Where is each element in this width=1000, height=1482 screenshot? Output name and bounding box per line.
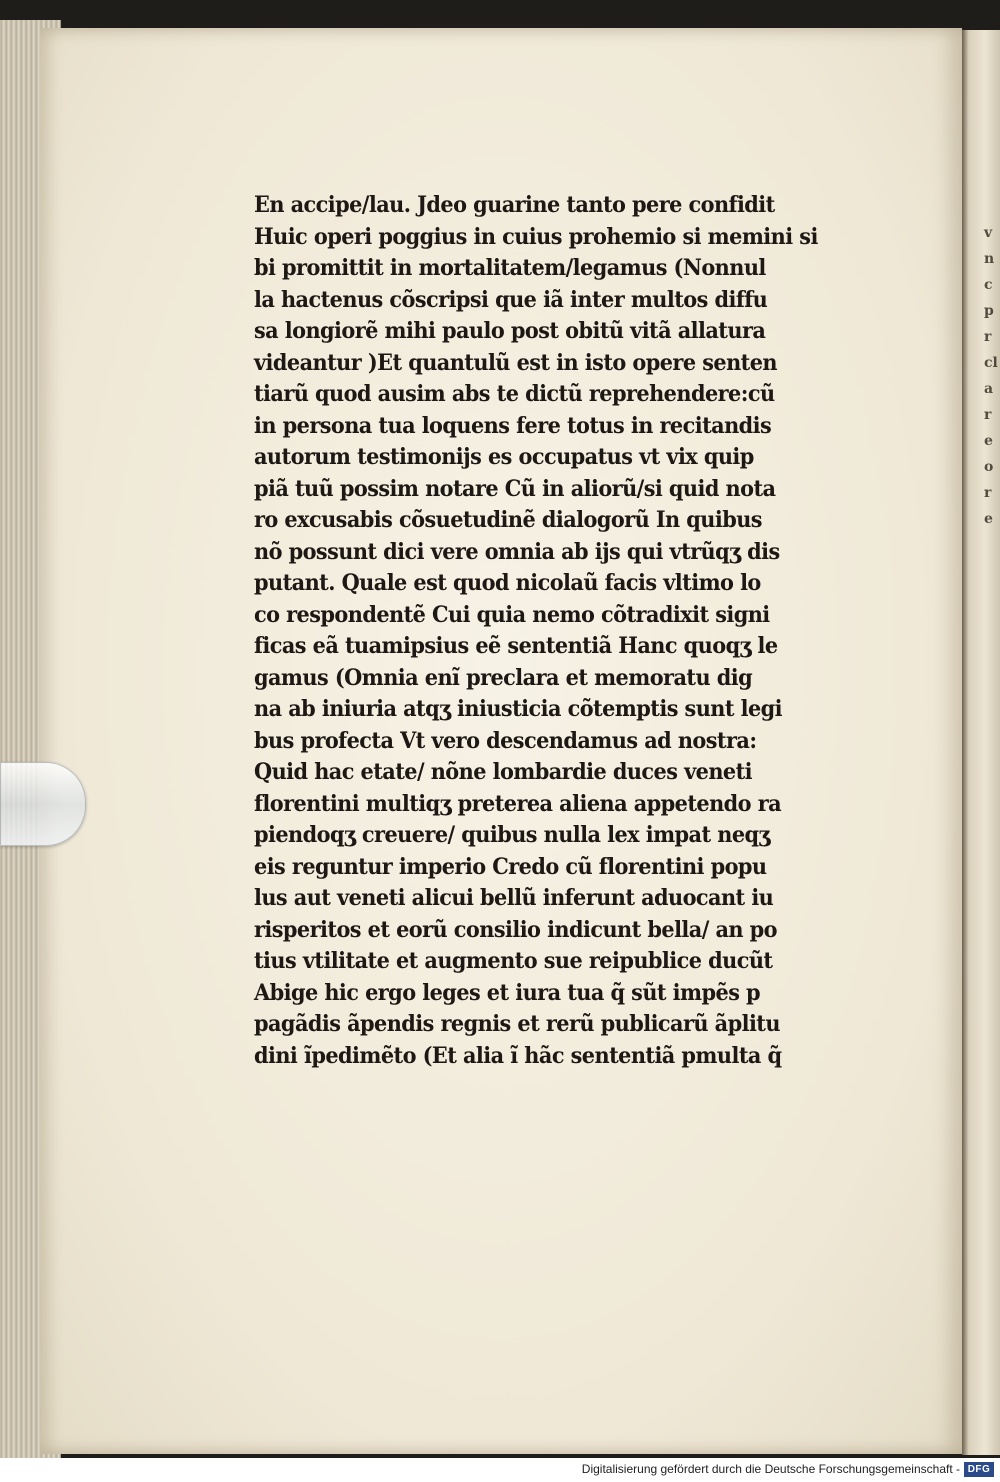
adjacent-fragment: r (984, 485, 992, 501)
text-line: na ab iniuria atqʒ iniusticia cõtemptis sunt legi (254, 696, 783, 722)
text-line: la hactenus cõscripsi que iã inter multos diffu (254, 286, 768, 313)
text-line: piendoqʒ creuere/ quibus nulla lex impat neqʒ (254, 822, 770, 848)
adjacent-page-text (984, 220, 998, 532)
dfg-logo[interactable]: DFG (964, 1462, 994, 1477)
adjacent-fragment: c (984, 277, 993, 293)
adjacent-fragment: a (984, 381, 994, 397)
text-line: tiarũ quod ausim abs te dictũ reprehendere:cũ (254, 381, 775, 407)
text-line: piã tuũ possim notare Cũ in aliorũ/si quid nota (254, 475, 776, 502)
text-line: nõ possunt dici vere omnia ab ijs qui vtrũqʒ dis (254, 538, 780, 565)
text-line: florentini multiqʒ preterea aliena appetendo ra (254, 790, 782, 817)
text-line: lus aut veneti alicui bellũ inferunt aduocant iu (254, 885, 774, 911)
text-line: ficas eã tuamipsius eẽ sententiã Hanc quoqʒ le (254, 633, 778, 659)
adjacent-page-edge (962, 30, 1000, 1455)
text-line: Quid hac etate/ nõne lombardie duces veneti (254, 759, 753, 785)
text-line: autorum testimonijs es occupatus vt vix quip (254, 444, 754, 470)
text-line: videantur )Et quantulũ est in isto opere senten (254, 349, 778, 376)
text-line: eis reguntur imperio Credo cũ florentini popu (254, 853, 767, 880)
text-line: Huic operi poggius in cuius prohemio si memini si (254, 223, 818, 250)
text-line: En accipe/lau. Jdeo guarine tanto pere confidit (254, 192, 775, 218)
text-line: pagãdis ãpendis regnis et rerũ publicarũ ãplitu (254, 1011, 780, 1037)
text-line: ro excusabis cõsuetudinẽ dialogorũ In quibus (254, 507, 762, 533)
footer-strip (0, 1458, 1000, 1482)
adjacent-fragment: e (984, 511, 993, 527)
adjacent-fragment: vn (984, 225, 995, 267)
text-line: bus profecta Vt vero descendamus ad nostra: (254, 727, 757, 754)
text-line: tius vtilitate et augmento sue reipublice ducũt (254, 948, 773, 974)
adjacent-fragment: pr (984, 303, 994, 345)
text-line: bi promittit in mortalitatem/legamus (Nonnul (254, 255, 766, 281)
text-line: risperitos et eorũ consilio indicunt bella/ an po (254, 916, 778, 943)
adjacent-fragment: o (984, 459, 994, 475)
text-line: gamus (Omnia enĩ preclara et memoratu dig (254, 664, 753, 691)
text-line: putant. Quale est quod nicolaũ facis vltimo lo (254, 570, 761, 596)
page-text-block (254, 190, 818, 1072)
text-line: Abige hic ergo leges et iura tua q̃ sũt impẽs p (254, 979, 761, 1006)
adjacent-fragment: re (984, 407, 993, 449)
adjacent-fragment: cl (984, 355, 998, 371)
text-line: co respondentẽ Cui quia nemo cõtradixit signi (254, 601, 770, 628)
funding-credit: Digitalisierung gefördert durch die Deutsche Forschungsgemeinschaft - (581, 1462, 960, 1476)
text-line: dini ĩpedimẽto (Et alia ĩ hãc sententiã pmulta q̃ (254, 1042, 782, 1069)
text-line: in persona tua loquens fere totus in recitandis (254, 412, 772, 439)
text-line: sa longiorẽ mihi paulo post obitũ vitã allatura (254, 318, 766, 344)
page-clip (0, 762, 86, 846)
